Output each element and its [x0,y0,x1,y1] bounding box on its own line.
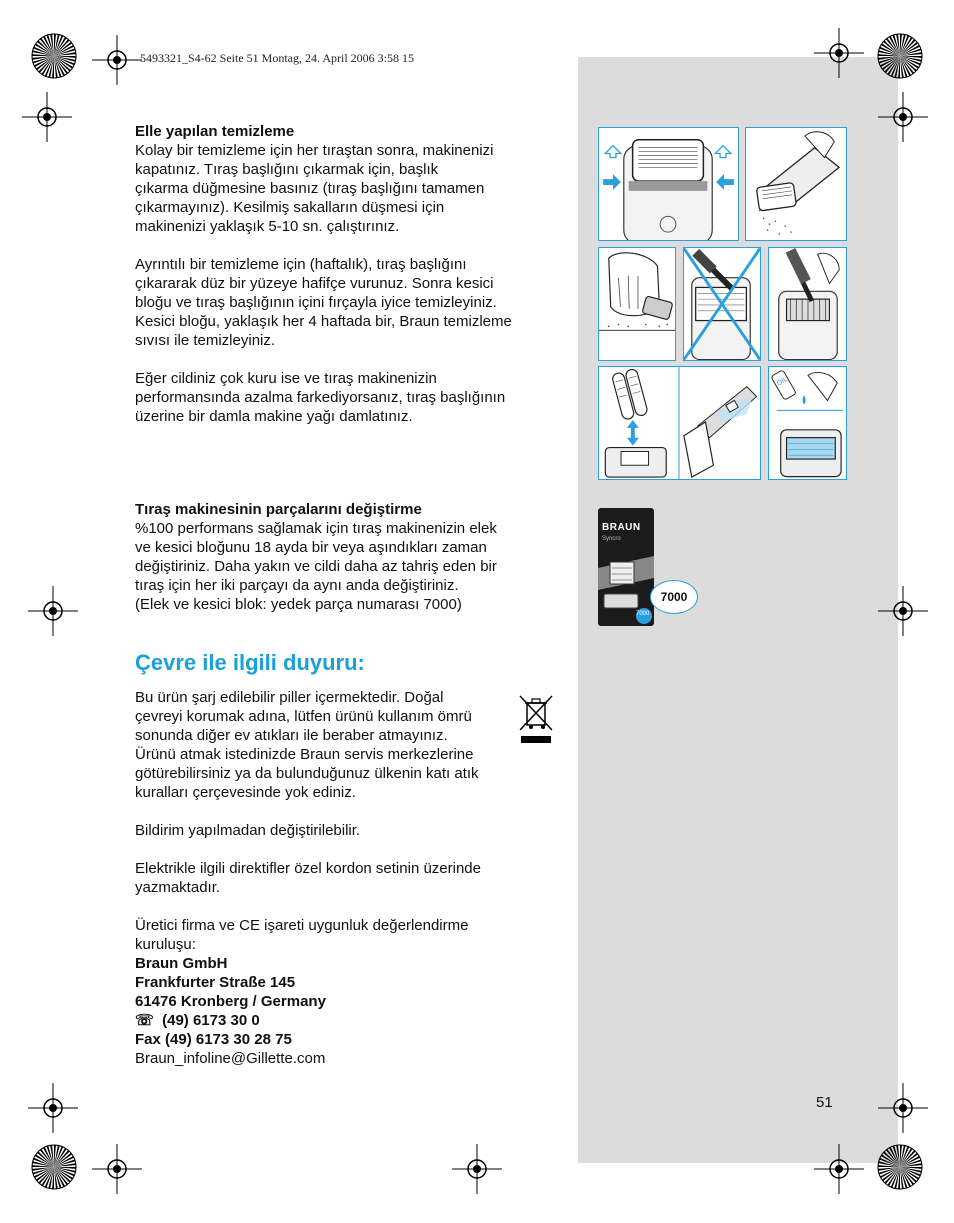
text-line: performansında azalma farkediyorsanız, tıraş başlığının [135,389,506,406]
environment-heading: Çevre ile ilgili duyuru: [135,650,365,675]
starburst-mark-icon [30,1143,78,1191]
company-city: 61476 Kronberg / Germany [135,993,326,1010]
illustration-tap-head-on-surface [598,247,676,361]
parts-replacement-section [135,500,555,614]
environment-section [135,688,555,1068]
company-email[interactable]: Braun_infoline@Gillette.com [135,1050,326,1067]
registration-mark-icon [28,586,78,636]
text-line: çevreyi korumak adına, lütfen ürünü kullanım ömrü [135,708,472,725]
illustration-clean-and-reassemble [598,366,761,480]
starburst-mark-icon [876,1143,924,1191]
text-line: Ayrıntılı bir temizleme için (haftalık), tıraş başlığını [135,256,467,273]
phone-icon: ☏ [135,1012,154,1029]
text-line: yazmaktadır. [135,879,221,896]
text-line: üzerine bir damla makine yağı damlatınız. [135,408,413,425]
text-line: kuralları çerçevesinde yok ediniz. [135,784,356,801]
text-line: sıvısı ile temizleyiniz. [135,332,276,349]
svg-text:OIL: OIL [775,375,789,388]
text-line: Ürünü atmak istedinizde Braun servis merkezlerine [135,746,474,763]
spare-part-package [598,508,654,626]
illustration-do-not-brush-foil [683,247,761,361]
text-line: çıkarmayınız). Kesilmiş sakalların düşmesi için [135,199,445,216]
registration-mark-icon [878,586,928,636]
registration-mark-icon [28,1083,78,1133]
registration-mark-icon [92,1144,142,1194]
registration-mark-icon [452,1144,502,1194]
text-line: ve kesici bloğunu 18 ayda bir veya aşındıkları zaman [135,539,487,556]
print-header: 5493321_S4-62 Seite 51 Montag, 24. April 2006 3:58 15 [140,51,414,65]
registration-mark-icon [814,1144,864,1194]
change-notice: Bildirim yapılmadan değiştirilebilir. [135,822,361,839]
pack-part-number: 7000 [636,611,650,617]
text-line: tıraş için her iki parçayı da aynı anda değiştiriniz. [135,577,459,594]
series-label: Syncro [602,536,621,542]
company-name: Braun GmbH [135,955,228,972]
text-line: makinenizi yaklaşık 5-10 sn. çalıştırınız. [135,218,400,235]
text-line: sonunda diğer ev atıkları ile beraber atmayınız. [135,727,448,744]
starburst-mark-icon [876,32,924,80]
text-line: Kolay bir temizleme için her tıraştan sonra, makinenizi [135,142,494,159]
company-street: Frankfurter Straße 145 [135,974,296,991]
company-fax: Fax (49) 6173 30 28 75 [135,1031,292,1048]
text-line: değiştiriniz. Daha yakın ve cildi daha az tahriş eden bir [135,558,497,575]
text-line: Bu ürün şarj edilebilir piller içermektedir. Doğal [135,689,444,706]
registration-mark-icon [22,92,72,142]
illustration-brush-cutter-block [768,247,847,361]
text-line: götürebilirsiniz ya da bulunduğunuz ülkenin katı atık [135,765,479,782]
text-line: Elektrikle ilgili direktifler özel kordon setinin üzerinde [135,860,481,877]
page-number: 51 [816,1094,833,1111]
registration-mark-icon [878,1083,928,1133]
company-phone [135,1011,555,1030]
parts-replacement-title: Tıraş makinesinin parçalarını değiştirme [135,501,422,518]
text-line: çıkararak düz bir yüzeye hafifçe vurunuz. Sonra kesici [135,275,494,292]
registration-mark-icon [878,92,928,142]
manual-cleaning-title: Elle yapılan temizleme [135,123,295,140]
text-line: bloğu ve tıraş başlığının içini fırçayla iyice temizleyiniz. [135,294,497,311]
text-line: %100 performans sağlamak için tıraş makinenizin elek [135,520,497,537]
brand-logo: BRAUN [602,522,641,533]
text-line: Eğer cildiniz çok kuru ise ve tıraş makinenizin [135,370,437,387]
text-line: kapatınız. Tıraş başlığını çıkarmak için, başlık [135,161,439,178]
text-line: (Elek ve kesici blok: yedek parça numarası 7000) [135,596,462,613]
manual-cleaning-section [135,122,555,426]
registration-mark-icon [92,35,142,85]
phone-number: (49) 6173 30 0 [162,1012,260,1029]
text-line: kuruluşu: [135,936,196,953]
text-line: Kesici bloğu, yaklaşık her 4 haftada bir, Braun temizleme [135,313,512,330]
illustration-release-shaving-head [598,127,739,241]
registration-mark-icon [814,28,864,78]
illustration-oil-drop-on-foil [768,366,847,480]
starburst-mark-icon [30,32,78,80]
crossed-out-bin-icon [517,693,555,745]
illustration-tap-out-hairs [745,127,847,241]
text-line: çıkarma düğmesine basınız (tıraş başlığını tamamen [135,180,485,197]
text-line: Üretici firma ve CE işareti uygunluk değerlendirme [135,917,469,934]
part-number-badge: 7000 [650,580,698,614]
